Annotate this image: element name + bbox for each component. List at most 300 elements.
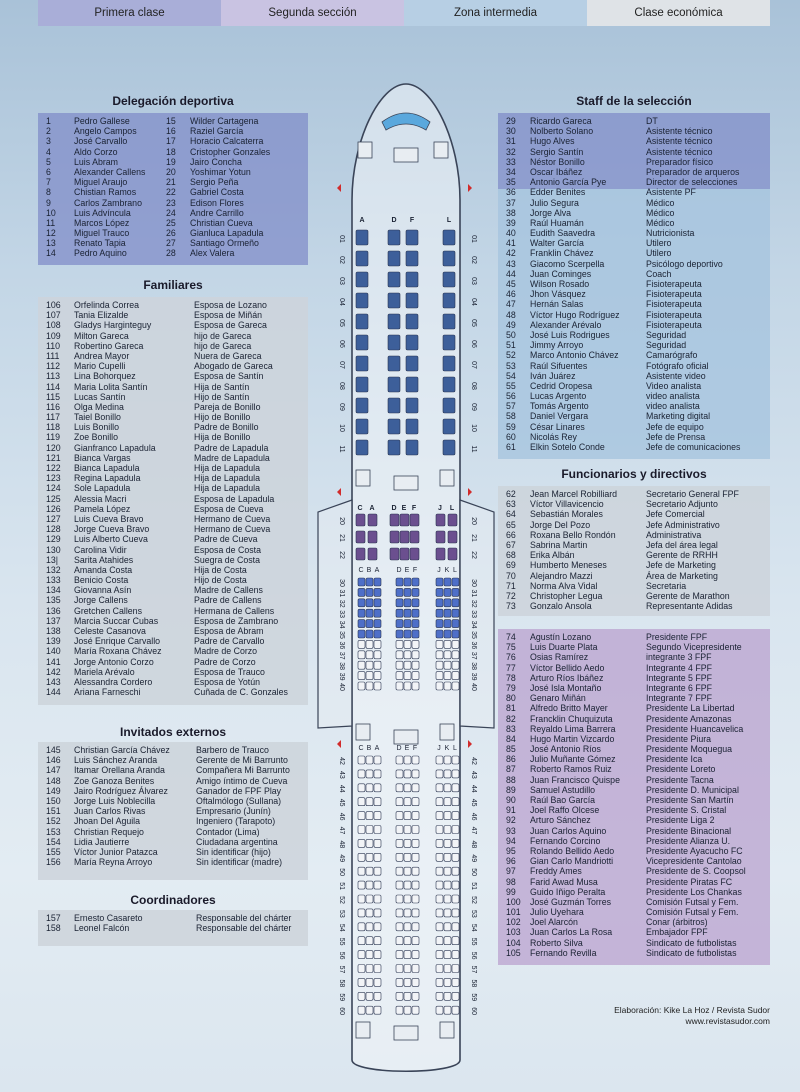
cell: Empresario (Junín) [196, 806, 271, 817]
first-class-seat [356, 419, 368, 434]
row-number-right: 57 [470, 965, 477, 974]
cell: Fisioterapeuta [646, 309, 702, 320]
economy-seat [396, 937, 403, 945]
middle-zone-seat [366, 609, 373, 617]
cell: Presidente Loreto [646, 764, 716, 775]
first-class-seat [356, 314, 368, 329]
economy-seat [404, 923, 411, 931]
middle-zone-seat [374, 599, 381, 607]
cell: 7 [46, 177, 51, 188]
cell: Juan Carlos La Rosa [530, 927, 613, 938]
row-number-left: 37 [338, 651, 345, 660]
cell: Jorge Alva [530, 207, 572, 218]
middle-zone-seat [404, 599, 411, 607]
economy-seat [436, 839, 443, 847]
cell: 87 [506, 764, 516, 775]
legend-second-section: Segunda sección [221, 0, 404, 26]
cell: Presidente Moquegua [646, 744, 733, 755]
economy-seat [452, 839, 459, 847]
middle-zone-seat [374, 672, 381, 680]
cell: Walter García [530, 238, 584, 249]
economy-seat [412, 909, 419, 917]
cell: José Isla Montaño [530, 682, 602, 693]
cell: 70 [506, 570, 516, 581]
cell: 119 [46, 432, 61, 443]
cell: Integrante 5 FPF [646, 672, 713, 683]
middle-zone-seat [366, 578, 373, 586]
middle-zone-seat [444, 609, 451, 617]
economy-seat [396, 978, 403, 986]
row-number-left: 50 [338, 868, 345, 877]
cell: 3 [46, 136, 51, 147]
invitados-title: Invitados externos [119, 725, 227, 739]
cell: Gerente de Mi Barrunto [196, 755, 288, 766]
row-number-left: 45 [338, 798, 345, 807]
cell: Sebastián Morales [530, 509, 603, 520]
galley-icon [394, 1026, 418, 1040]
middle-zone-seat [358, 640, 365, 648]
row-number-right: 43 [470, 771, 477, 779]
seat-letter: F [412, 567, 418, 574]
cell: Segundo Vicepresidente [646, 642, 742, 653]
cell: Asistente técnico [646, 126, 713, 137]
first-class-seat [406, 335, 418, 350]
cell: 19 [166, 156, 176, 167]
seat-letter: K [444, 745, 450, 752]
economy-seat [358, 965, 365, 973]
economy-seat [374, 756, 381, 764]
cell: 139 [46, 636, 61, 647]
delegacion-title: Delegación deportiva [112, 94, 234, 108]
cell: Presidente Tacna [646, 774, 714, 785]
cell: 150 [46, 795, 61, 806]
cell: Seguridad [646, 329, 687, 340]
cell: Sole Lapadula [74, 483, 131, 494]
cell: 138 [46, 626, 61, 636]
first-class-seat [388, 335, 400, 350]
cell: 151 [46, 806, 61, 817]
cell: Alfredo Britto Mayer [530, 703, 608, 714]
economy-seat [436, 978, 443, 986]
first-class-seat [443, 293, 455, 308]
cell: Hugo Martin Vizcardo [530, 733, 615, 744]
cell: Jhoan Del Aguila [74, 816, 141, 827]
cell: Presidente Los Chankas [646, 886, 742, 897]
economy-seat [396, 784, 403, 792]
cell: 116 [46, 401, 61, 412]
middle-zone-seat [374, 651, 381, 659]
first-class-seat [406, 440, 418, 455]
cell: Hija de Lapadula [194, 463, 261, 473]
cell: Guido Iñigo Peralta [530, 886, 606, 897]
cell: Gabriel Costa [190, 187, 244, 198]
seat-letter: F [412, 745, 418, 752]
cell: Raúl Sifuentes [530, 360, 588, 371]
economy-seat [444, 853, 451, 861]
cell: Andrea Mayor [74, 350, 130, 361]
middle-zone-seat [444, 640, 451, 648]
cell: Miguel Araujo [74, 177, 128, 188]
middle-zone-seat [366, 620, 373, 628]
row-number-right: 44 [470, 784, 477, 793]
cell: Jorge Antonio Corzo [74, 656, 154, 667]
second-section-seat [368, 548, 377, 560]
cell: Santiago Ormeño [190, 238, 259, 249]
economy-seat [366, 770, 373, 778]
middle-zone-seat [436, 588, 443, 596]
cell: Miguel Trauco [74, 228, 130, 239]
cell: Hermana de Callens [194, 605, 275, 616]
cell: Gladys Harginteguy [74, 320, 152, 331]
first-class-seat [406, 314, 418, 329]
economy-seat [374, 867, 381, 875]
cell: Rolando Bellido Aedo [530, 845, 615, 856]
middle-zone-seat [366, 599, 373, 607]
second-section-seat [448, 531, 457, 543]
economy-seat [412, 756, 419, 764]
row-number-left: 54 [338, 923, 345, 932]
second-section-seat [448, 548, 457, 560]
economy-seat [396, 798, 403, 806]
economy-seat [358, 812, 365, 820]
first-class-seat [406, 356, 418, 371]
economy-seat [444, 965, 451, 973]
cell: 75 [506, 642, 516, 653]
economy-seat [366, 784, 373, 792]
row-number-right: 52 [470, 896, 477, 904]
cell: DT [646, 116, 658, 126]
first-class-seat [406, 230, 418, 245]
middle-zone-seat [444, 620, 451, 628]
cell: Área de Marketing [646, 570, 718, 581]
cell: Luis Bonillo [74, 422, 119, 433]
funcionarios-title: Funcionarios y directivos [561, 467, 707, 481]
cell: Fisioterapeuta [646, 319, 702, 330]
row-number-right: 22 [470, 551, 477, 559]
cell: 34 [506, 166, 516, 177]
cell: Fernando Corcino [530, 835, 601, 846]
cell: Cedrid Oropesa [530, 380, 593, 391]
cell: 148 [46, 775, 61, 786]
cell: Sin identificar (hijo) [196, 846, 271, 857]
economy-seat [412, 951, 419, 959]
middle-zone-seat [358, 599, 365, 607]
cell: 124 [46, 483, 61, 494]
cell: 15 [166, 116, 176, 126]
middle-zone-seat [404, 640, 411, 648]
cell: Renato Tapia [74, 238, 126, 249]
middle-zone-seat [396, 630, 403, 638]
economy-seat [436, 784, 443, 792]
row-number-left: 56 [338, 951, 345, 960]
cell: Roberto Silva [530, 937, 583, 948]
middle-zone-seat [452, 672, 459, 680]
cell: 140 [46, 646, 61, 657]
economy-seat [452, 770, 459, 778]
cell: Padre de Callens [194, 595, 262, 606]
row-number-right: 34 [470, 620, 477, 629]
seat-letter: J [437, 567, 441, 574]
economy-seat [436, 951, 443, 959]
cell: Marketing digital [646, 411, 711, 422]
cell: 79 [506, 682, 516, 693]
cell: Secretaria [646, 580, 687, 591]
first-class-seat [388, 356, 400, 371]
cell: Lucas Argento [530, 391, 587, 402]
cell: Jefe Comercial [646, 509, 705, 520]
middle-zone-seat [404, 672, 411, 680]
economy-seat [444, 978, 451, 986]
cell: video analista [646, 401, 700, 412]
cell: 45 [506, 279, 516, 289]
cell: 145 [46, 745, 61, 755]
cell: Compañera Mi Barrunto [196, 765, 290, 776]
first-class-seat [356, 356, 368, 371]
cell: Esposa de Santín [194, 371, 264, 382]
middle-zone-seat [374, 661, 381, 669]
cell: 104 [506, 937, 521, 948]
middle-zone-seat [358, 672, 365, 680]
cell: Hernán Salas [530, 299, 584, 310]
cell: 120 [46, 442, 61, 453]
second-section-seat [436, 548, 445, 560]
middle-zone-seat [404, 682, 411, 690]
economy-seat [412, 923, 419, 931]
economy-seat [444, 923, 451, 931]
row-number-right: 02 [470, 256, 477, 264]
middle-zone-seat [452, 578, 459, 586]
cell: 137 [46, 615, 61, 626]
cell: Luis Alberto Cueva [74, 534, 148, 545]
row-number-left: 10 [338, 424, 345, 432]
cell: Fisioterapeuta [646, 299, 702, 310]
row-number-right: 58 [470, 979, 477, 988]
cell: 31 [506, 136, 516, 147]
cell: Médico [646, 217, 675, 228]
economy-seat [366, 839, 373, 847]
economy-seat [412, 1006, 419, 1014]
economy-seat [404, 965, 411, 973]
economy-seat [358, 798, 365, 806]
cell: Presidente FPF [646, 632, 708, 642]
cell: Farid Awad Musa [530, 876, 598, 887]
cell: 136 [46, 605, 61, 616]
cell: 102 [506, 917, 521, 928]
economy-seat [412, 992, 419, 1000]
cell: Barbero de Trauco [196, 745, 269, 755]
economy-seat [412, 895, 419, 903]
first-class-seat [443, 314, 455, 329]
economy-seat [404, 909, 411, 917]
cell: Franklin Chávez [530, 248, 594, 259]
cell: Secretario Adjunto [646, 499, 718, 510]
row-number-right: 54 [470, 923, 477, 932]
cell: 24 [166, 207, 176, 218]
row-number-right: 21 [470, 534, 477, 542]
cell: Lina Bohorquez [74, 371, 136, 382]
middle-zone-seat [436, 672, 443, 680]
row-number-left: 43 [338, 771, 345, 779]
economy-seat [444, 937, 451, 945]
exit-arrow-icon [468, 740, 472, 748]
cell: Ingeniero (Tarapoto) [196, 816, 276, 827]
economy-seat [404, 770, 411, 778]
cell: Presidente San Martín [646, 795, 734, 805]
middle-zone-seat [412, 682, 419, 690]
row-number-left: 03 [338, 277, 345, 285]
economy-seat [366, 756, 373, 764]
cell: Víctor Hugo Rodríguez [530, 309, 620, 320]
row-number-left: 59 [338, 993, 345, 1002]
middle-zone-seat [404, 620, 411, 628]
second-section-seat [390, 531, 399, 543]
cell: Jorge Cueva Bravo [74, 524, 150, 535]
second-section-seat [368, 514, 377, 526]
cell: 149 [46, 785, 61, 796]
economy-seat [396, 992, 403, 1000]
cell: Mariela Arévalo [74, 666, 135, 677]
seat-letter: B [366, 567, 372, 574]
cell: 98 [506, 876, 516, 887]
cell: Carolina Vidir [74, 544, 127, 555]
row-number-left: 51 [338, 882, 345, 890]
middle-zone-seat [436, 640, 443, 648]
cell: Angelo Campos [74, 126, 137, 137]
row-number-right: 35 [470, 631, 477, 639]
cell: 5 [46, 156, 51, 167]
seat-letter: F [409, 217, 415, 224]
cell: Pareja de Bonillo [194, 401, 261, 412]
cell: 16 [166, 126, 176, 137]
row-number-left: 08 [338, 382, 345, 390]
cell: 158 [46, 923, 61, 934]
cell: Juan Cominges [530, 268, 592, 279]
cell: 10 [46, 207, 56, 218]
cell: Ganador de FPF Play [196, 785, 282, 796]
middle-zone-seat [452, 682, 459, 690]
cell: Alessia Macri [74, 493, 127, 504]
row-number-left: 34 [338, 620, 345, 629]
cell: 28 [166, 248, 176, 259]
row-number-right: 50 [470, 868, 477, 877]
row-number-right: 05 [470, 319, 477, 327]
row-number-right: 31 [470, 589, 477, 598]
first-class-seat [443, 272, 455, 287]
middle-zone-seat [444, 599, 451, 607]
cell: Elkin Sotelo Conde [530, 442, 605, 452]
cell: Esposa de Gareca [194, 320, 267, 331]
cell: Contador (Lima) [196, 826, 260, 837]
economy-seat [436, 826, 443, 834]
middle-zone-seat [452, 599, 459, 607]
cell: Christian García Chávez [74, 745, 170, 755]
middle-zone-seat [452, 640, 459, 648]
row-number-right: 01 [470, 235, 477, 243]
legend-middle-zone: Zona intermedia [404, 0, 587, 26]
cell: Hija de Bonillo [194, 432, 251, 443]
cell: Jean Marcel Robilliard [530, 489, 618, 499]
cell: Vicepresidente Cantolao [646, 856, 742, 867]
economy-seat [366, 798, 373, 806]
cell: Gretchen Callens [74, 605, 142, 616]
cell: Gerente de RRHH [646, 550, 718, 561]
row-number-left: 11 [338, 445, 345, 453]
first-class-seat [443, 251, 455, 266]
middle-zone-seat [396, 588, 403, 596]
seat-letter: D [396, 567, 402, 574]
cell: Sindicato de futbolistas [646, 947, 737, 958]
cell: Comisión Futsal y Fem. [646, 896, 739, 907]
cell: 69 [506, 560, 516, 571]
cell: Olga Medina [74, 401, 124, 412]
seat-letter: E [401, 505, 407, 512]
cell: Esposa de Costa [194, 544, 261, 555]
middle-zone-seat [412, 620, 419, 628]
cell: 99 [506, 886, 516, 897]
cell: Hijo de Costa [194, 575, 247, 586]
cell: 6 [46, 166, 51, 177]
cell: 144 [46, 687, 61, 698]
cell: 42 [506, 248, 516, 259]
cell: Reyaldo Lima Barrera [530, 723, 616, 734]
middle-zone-seat [358, 661, 365, 669]
first-class-seat [356, 377, 368, 392]
cell: José Antonio Ríos [530, 744, 601, 755]
cell: Hermano de Cueva [194, 513, 271, 524]
row-number-left: 42 [338, 757, 345, 765]
cell: 155 [46, 846, 61, 857]
cell: Tania Elizalde [74, 310, 129, 321]
seat-letter: E [404, 567, 410, 574]
economy-seat [404, 1006, 411, 1014]
economy-seat [436, 992, 443, 1000]
economy-seat [452, 812, 459, 820]
cell: Oscar Ibáñez [530, 166, 583, 177]
cell: 107 [46, 310, 61, 321]
cell: 8 [46, 187, 51, 198]
economy-seat [412, 937, 419, 945]
row-number-right: 38 [470, 662, 477, 671]
cell: 89 [506, 784, 516, 795]
cell: Itamar Orellana Aranda [74, 765, 165, 776]
cell: Cristopher Gonzales [190, 146, 271, 157]
cell: 109 [46, 330, 61, 341]
cell: Presidente Binacional [646, 825, 732, 836]
cell: 108 [46, 320, 61, 331]
row-number-left: 57 [338, 965, 345, 974]
cell: Esposa de Zambrano [194, 615, 279, 626]
economy-seat [366, 867, 373, 875]
row-number-left: 05 [338, 319, 345, 327]
seat-letter: A [359, 217, 365, 224]
middle-zone-seat [444, 682, 451, 690]
cell: 33 [506, 156, 516, 167]
middle-zone-seat [412, 661, 419, 669]
second-section-seat [390, 514, 399, 526]
economy-seat [358, 839, 365, 847]
cell: 37 [506, 197, 516, 208]
cell: 123 [46, 473, 61, 484]
economy-seat [374, 784, 381, 792]
middle-zone-seat [444, 630, 451, 638]
economy-seat [436, 1006, 443, 1014]
middle-zone-seat [436, 578, 443, 586]
second-section-seat [448, 514, 457, 526]
middle-zone-seat [404, 630, 411, 638]
seat-letter: C [358, 745, 364, 752]
middle-zone-seat [436, 661, 443, 669]
lavatory-icon [356, 470, 370, 486]
